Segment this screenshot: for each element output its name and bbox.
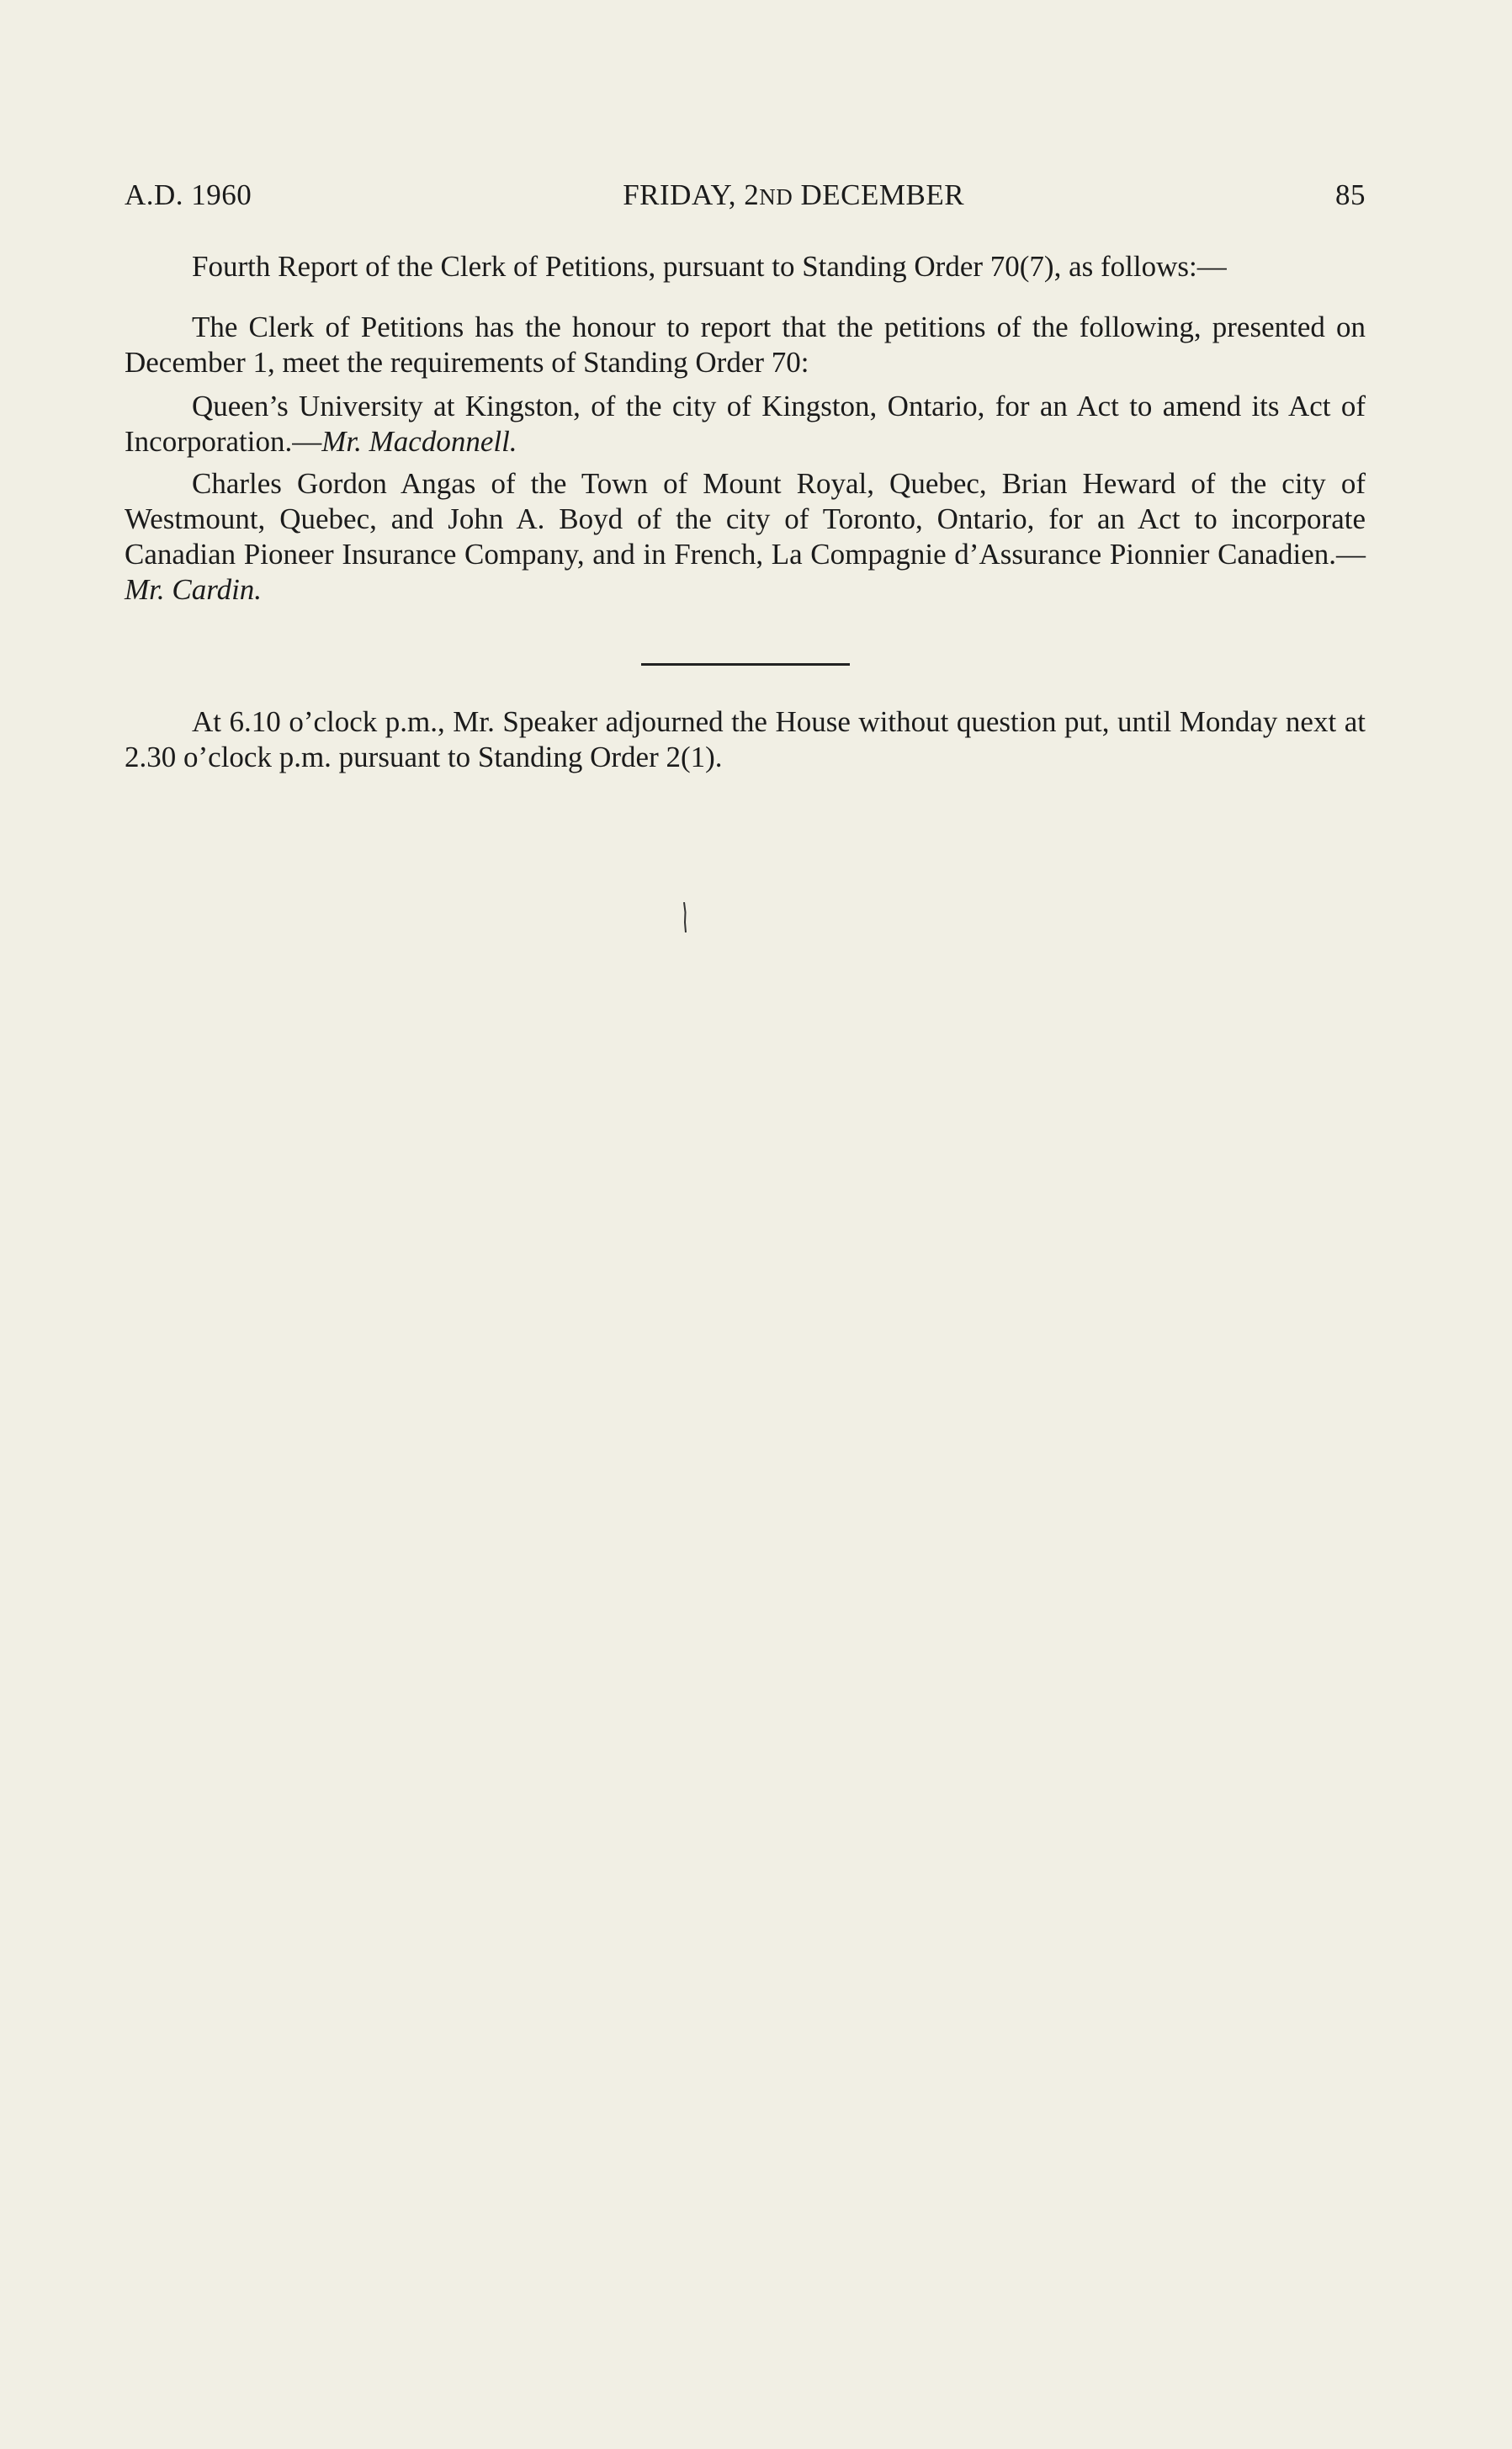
running-head [125,178,1366,212]
date-rest: DECEMBER [793,178,965,211]
journal-page [125,178,1366,775]
page-number: 85 [1335,178,1366,211]
petition-queens-university [125,389,1366,460]
report-statement: The Clerk of Petitions has the honour to report that the petitions of the following, presented on December 1, meet the requirements of Standing Order 70: [125,311,1366,379]
petition-text: Charles Gordon Angas of the Town of Mount Royal, Quebec, Brian Heward of the city of Westmount, Quebec, and John A. Boyd of the city of Toronto, Ontario, for an Act to incorporate Canadian Pioneer Insurance Company, and in French, La Compagnie d’Assurance Pionnier Canadien.— [125,467,1366,571]
adjournment-paragraph: At 6.10 o’clock p.m., Mr. Speaker adjourned the House without question put, until Monday next at 2.30 o’clock p.m. pursuant to Standing Order 2(1). [125,705,1366,773]
year-label: A.D. 1960 [125,178,252,211]
section-divider [641,663,850,666]
petition-member: Mr. Cardin. [125,573,263,606]
petition-member: Mr. Macdonnell. [321,425,517,458]
petition-canadian-pioneer [125,466,1366,608]
petition-text: Queen’s University at Kingston, of the city of Kingston, Ontario, for an Act to amend its Act of Incorporation.— [125,390,1366,458]
ink-speck [683,902,687,932]
date-line [623,178,964,212]
date-ordinal-suffix: ND [759,184,793,210]
report-intro: Fourth Report of the Clerk of Petitions, pursuant to Standing Order 70(7), as follows:— [192,250,1227,283]
date-prefix: FRIDAY, 2 [623,178,760,211]
